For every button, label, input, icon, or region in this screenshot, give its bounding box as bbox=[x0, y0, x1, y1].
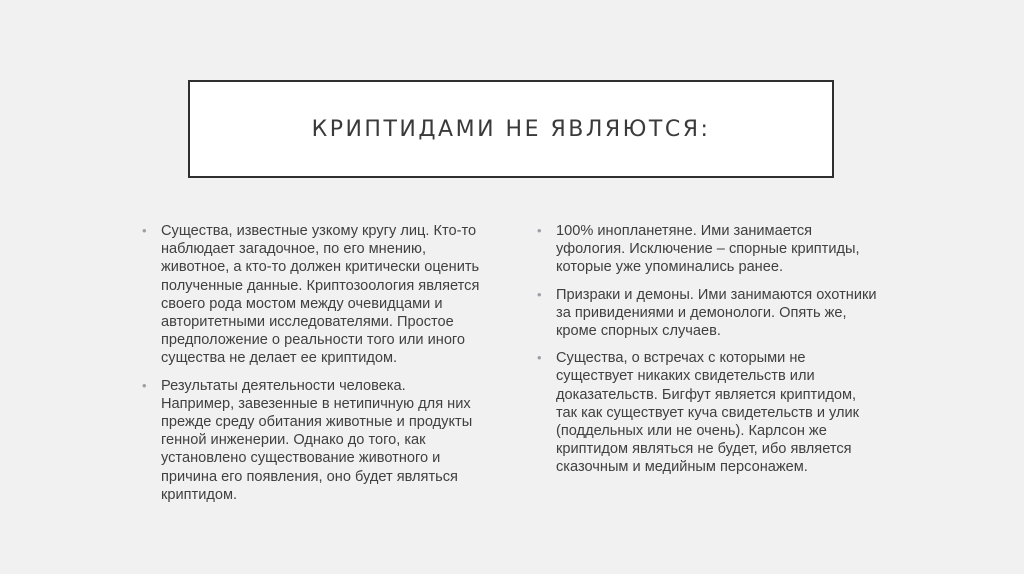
bullet-text: Существа, известные узкому кругу лиц. Кто-то наблюдает загадочное, по его мнению, животное, а кто-то должен критически оценить полученные данные. Криптозоология является своего рода мостом между очевидцами и авторитетными исследователями. Простое предположение о реальности того или иного существа не делает ее криптидом. bbox=[161, 223, 480, 367]
list-item bbox=[142, 377, 482, 504]
bullet-text: Призраки и демоны. Ими занимаются охотники за привидениями и демонологи. Опять же, кроме спорных случаев. bbox=[556, 286, 877, 340]
bullet-icon: • bbox=[537, 350, 542, 366]
bullet-icon: • bbox=[142, 223, 147, 238]
bullet-icon: • bbox=[537, 286, 542, 302]
left-bullet-list bbox=[142, 222, 482, 513]
slide-title-box bbox=[188, 80, 834, 178]
list-item bbox=[537, 286, 877, 341]
slide-title: КРИПТИДАМИ НЕ ЯВЛЯЮТСЯ: bbox=[311, 116, 711, 142]
list-item bbox=[537, 222, 877, 277]
bullet-icon: • bbox=[537, 223, 542, 238]
right-bullet-list bbox=[537, 222, 877, 486]
bullet-text: 100% инопланетяне. Ими занимается уфология. Исключение – спорные криптиды, которые уже упоминались ранее. bbox=[556, 223, 860, 276]
bullet-icon: • bbox=[142, 377, 147, 393]
list-item bbox=[537, 349, 877, 476]
bullet-text: Результаты деятельности человека. Например, завезенные в нетипичную для них прежде среду обитания животные и продукты генной инженерии. Однако до того, как установлено существование животного и причина его появления, оно будет являться криптидом. bbox=[161, 377, 473, 503]
bullet-text: Существа, о встречах с которыми не существует никаких свидетельств или доказательств. Бигфут является криптидом, так как существует куча свидетельств и улик (поддельных или не очень). Карлсон же криптидом являться не будет, ибо является сказочным и медийным персонажем. bbox=[556, 350, 860, 476]
list-item bbox=[142, 222, 482, 368]
